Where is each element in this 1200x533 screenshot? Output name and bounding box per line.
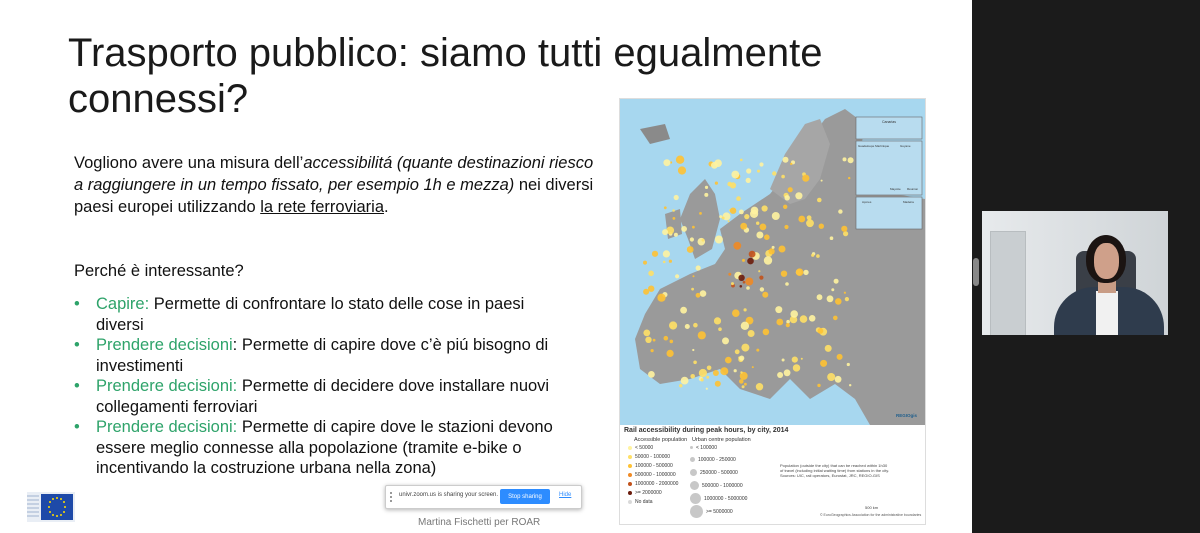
city-dot	[785, 282, 789, 286]
legend-dot-icon	[628, 455, 632, 459]
city-dot	[786, 323, 790, 327]
city-dot	[731, 171, 739, 179]
city-dot	[692, 349, 694, 351]
city-dot	[801, 358, 803, 360]
city-dot	[769, 248, 775, 254]
city-dot	[784, 225, 788, 229]
legend-accessible-item	[628, 490, 662, 496]
city-dot	[764, 256, 772, 264]
city-dot	[800, 315, 808, 323]
city-dot	[775, 306, 782, 313]
city-dot	[663, 250, 670, 257]
legend-dot-icon	[628, 500, 632, 504]
bullet-dot-icon: •	[74, 377, 80, 395]
city-dot	[673, 217, 676, 220]
legend-dot-icon	[628, 473, 632, 477]
city-dot	[685, 324, 690, 329]
city-dot	[687, 246, 694, 253]
share-status-text: univr.zoom.us is sharing your screen.	[399, 492, 499, 498]
legend-dot-icon	[690, 481, 699, 490]
city-dot	[764, 234, 770, 240]
city-dot	[756, 222, 759, 225]
legend-accessible-header: Accessible population	[634, 437, 688, 443]
legend-item-label: 100000 - 250000	[698, 457, 736, 463]
map-copyright: © EuroGeographics Association for the administrative boundaries	[820, 513, 922, 517]
city-dot	[730, 208, 736, 214]
city-dot	[680, 307, 687, 314]
legend-urban-header: Urban centre population	[692, 437, 751, 443]
city-dot	[679, 384, 682, 387]
bullet-label: Prendere decisioni:	[96, 418, 238, 436]
city-dot	[692, 226, 695, 229]
city-dot	[663, 261, 666, 264]
city-dot	[741, 344, 749, 352]
legend-accessible-item	[628, 445, 653, 451]
city-dot	[652, 251, 658, 257]
city-dot	[756, 349, 759, 352]
city-dot	[733, 242, 741, 250]
legend-urban-item	[690, 481, 743, 490]
city-dot	[816, 254, 820, 258]
city-dot	[678, 166, 686, 174]
city-dot	[669, 321, 677, 329]
inset-label: Mayotte	[890, 187, 901, 191]
city-dot	[664, 336, 669, 341]
eu-flag-logo	[27, 492, 75, 522]
city-dot	[736, 196, 741, 201]
city-dot	[843, 231, 848, 236]
city-dot	[848, 177, 850, 179]
legend-accessible-item	[628, 463, 673, 469]
city-dot	[788, 187, 793, 192]
city-dot	[763, 329, 770, 336]
why-heading: Perché è interessante?	[74, 262, 244, 280]
city-dot	[838, 209, 842, 213]
city-dot	[741, 322, 749, 330]
city-dot	[699, 369, 707, 377]
bullet-dot-icon: •	[74, 295, 80, 313]
legend-item-label: < 100000	[696, 445, 717, 451]
city-dot	[806, 219, 814, 227]
city-dot	[676, 156, 684, 164]
city-dot	[740, 285, 743, 288]
city-dot	[700, 290, 707, 297]
city-dot	[691, 288, 694, 291]
city-dot	[843, 157, 847, 161]
legend-item-label: 250000 - 500000	[700, 469, 738, 476]
city-dot	[718, 327, 722, 331]
city-dot	[698, 331, 706, 339]
city-dot	[818, 328, 824, 334]
city-dot	[817, 294, 823, 300]
city-dot	[693, 361, 697, 365]
legend-urban-item	[690, 493, 747, 504]
bullet-label: Prendere decisioni	[96, 336, 233, 354]
city-dot	[667, 350, 674, 357]
inset-label: Açores	[862, 200, 872, 204]
city-dot	[809, 315, 816, 322]
city-dot	[835, 298, 842, 305]
city-dot	[648, 271, 654, 277]
intro-text-1: Vogliono avere una misura dell’	[74, 154, 304, 172]
city-dot	[781, 175, 785, 179]
city-dot	[790, 310, 798, 318]
city-dot	[690, 237, 694, 241]
intro-paragraph	[74, 152, 594, 218]
legend-item-label: < 50000	[635, 445, 654, 451]
legend-urban-item	[690, 445, 717, 451]
city-dot	[662, 229, 668, 235]
city-dot	[715, 236, 723, 244]
map-land-ireland	[665, 209, 682, 239]
legend-accessible-item	[628, 454, 670, 460]
legend-dot-icon	[628, 446, 632, 450]
city-dot	[699, 212, 702, 215]
bullet-item	[74, 335, 574, 376]
inset-label: Guyane	[900, 144, 911, 148]
city-dot	[792, 357, 798, 363]
city-dot	[760, 224, 767, 231]
map-land-britain	[680, 179, 720, 259]
city-dot	[643, 261, 647, 265]
bullet-item	[74, 294, 574, 335]
intro-emphasis: accessibilitá (quante destinazioni riesco a raggiungere in un tempo fissato, per esempio 1h e mezza)	[74, 154, 594, 194]
city-dot	[670, 340, 674, 344]
city-dot	[783, 205, 787, 209]
drag-handle-icon[interactable]	[390, 492, 396, 502]
city-dot	[740, 223, 747, 230]
city-dot	[651, 349, 654, 352]
bullet-label: Capire:	[96, 295, 150, 313]
city-dot	[643, 289, 649, 295]
city-dot	[759, 162, 763, 166]
city-dot	[743, 281, 746, 284]
legend-urban-item	[690, 457, 736, 463]
slide-title: Trasporto pubblico: siamo tutti egualmente connessi?	[68, 31, 823, 121]
city-dot	[798, 216, 805, 223]
inset-label: Réunion	[907, 187, 919, 191]
city-dot	[777, 372, 783, 378]
city-dot	[837, 354, 843, 360]
city-dot	[758, 270, 760, 272]
legend-dot-icon	[628, 464, 632, 468]
city-dot	[848, 157, 854, 163]
legend-dot-icon	[628, 491, 632, 495]
city-dot	[696, 293, 701, 298]
city-dot	[751, 207, 759, 215]
city-dot	[821, 180, 823, 182]
city-dot	[731, 282, 734, 285]
panel-resize-handle[interactable]	[973, 258, 979, 286]
city-dot	[681, 226, 687, 232]
bullet-item	[74, 417, 574, 479]
legend-item-label: 1000000 - 2000000	[635, 481, 679, 487]
bullet-label: Prendere decisioni:	[96, 377, 238, 395]
slide-footer: Martina Fischetti per ROAR	[418, 517, 541, 528]
city-dot	[817, 384, 820, 387]
city-dot	[725, 357, 732, 364]
city-dot	[738, 275, 744, 281]
city-dot	[746, 168, 751, 173]
city-dot	[783, 157, 789, 163]
city-dot	[720, 367, 728, 375]
city-dot	[746, 286, 750, 290]
city-dot	[785, 195, 790, 200]
city-dot	[776, 319, 783, 326]
city-dot	[740, 371, 742, 373]
city-dot	[772, 246, 775, 249]
legend-item-label: 500000 - 1000000	[702, 482, 743, 489]
city-dot	[742, 385, 745, 388]
legend-title: Rail accessibility during peak hours, by city, 2014	[624, 427, 789, 434]
legend-accessible-item	[628, 499, 653, 505]
city-dot	[746, 178, 751, 183]
city-dot	[784, 369, 791, 376]
map-legend	[620, 425, 925, 524]
city-dot	[713, 370, 719, 376]
city-dot	[696, 265, 701, 270]
city-dot	[657, 294, 665, 302]
city-dot	[817, 198, 822, 203]
city-dot	[790, 163, 792, 165]
city-dot	[825, 345, 832, 352]
city-dot	[732, 309, 740, 317]
city-dot	[752, 366, 754, 368]
city-dot	[739, 210, 744, 215]
stop-sharing-button[interactable]: Stop sharing	[500, 489, 550, 504]
city-dot	[786, 320, 790, 324]
city-dot	[730, 182, 736, 188]
legend-accessible-item	[628, 472, 676, 478]
city-dot	[669, 260, 672, 263]
city-dot	[827, 373, 835, 381]
legend-dot-icon	[628, 482, 632, 486]
zoom-share-bar	[385, 485, 582, 509]
video-person-face	[1094, 243, 1119, 279]
city-dot	[756, 383, 763, 390]
city-dot	[779, 246, 786, 253]
legend-item-label: 1000000 - 5000000	[704, 495, 748, 502]
city-dot	[745, 278, 753, 286]
intro-text-3: .	[384, 198, 389, 216]
city-dot	[722, 217, 725, 220]
city-dot	[833, 316, 838, 321]
city-dot	[835, 376, 842, 383]
city-dot	[847, 363, 850, 366]
city-dot	[841, 226, 847, 232]
city-dot	[681, 377, 689, 385]
city-dot	[744, 214, 749, 219]
city-dot	[728, 273, 731, 276]
city-dot	[747, 258, 754, 265]
city-dot	[760, 287, 764, 291]
city-dot	[831, 288, 834, 291]
city-dot	[706, 376, 709, 379]
city-dot	[648, 371, 655, 378]
city-dot	[705, 186, 708, 189]
intro-text-2: nei diversi paesi europei utilizzando	[74, 176, 594, 216]
legend-dot-icon	[690, 505, 703, 518]
city-dot	[739, 356, 744, 361]
city-dot	[714, 159, 722, 167]
city-dot	[748, 330, 755, 337]
hide-link[interactable]: Hide	[559, 492, 572, 498]
city-dot	[728, 220, 730, 222]
legend-accessible-item	[628, 481, 678, 487]
city-dot	[645, 337, 651, 343]
bullet-list	[74, 294, 574, 479]
city-dot	[845, 297, 849, 301]
inset-label: Guadeloupe Martinique	[858, 144, 890, 148]
regiogis-brand: REGIOgis	[896, 413, 918, 418]
city-dot	[693, 275, 695, 277]
city-dot	[827, 295, 834, 302]
city-dot	[796, 268, 804, 276]
speaker-video-thumbnail[interactable]	[982, 211, 1168, 335]
inset-label: Canarias	[882, 120, 897, 124]
legend-item-label: No data	[635, 499, 653, 505]
city-dot	[844, 292, 846, 294]
city-dot	[742, 259, 745, 262]
city-dot	[653, 339, 656, 342]
city-dot	[702, 239, 705, 242]
bullet-dot-icon: •	[74, 418, 80, 436]
city-dot	[793, 364, 800, 371]
bullet-text: Permette di capire dove le stazioni devono essere meglio connesse alla popolazione (tramite e-bike o incentivando la costruzione urbana nella zona)	[96, 418, 553, 477]
bullet-dot-icon: •	[74, 336, 80, 354]
city-dot	[674, 195, 679, 200]
city-dot	[762, 205, 768, 211]
legend-dot-icon	[690, 457, 695, 462]
legend-dot-icon	[690, 469, 697, 476]
city-dot	[849, 384, 851, 386]
bullet-text: Permette di decidere dove installare nuovi collegamenti ferroviari	[96, 377, 550, 416]
map-scale: 500 km	[865, 505, 879, 510]
city-dot	[701, 378, 704, 381]
legend-item-label: >= 5000000	[706, 508, 733, 515]
intro-underlined: la rete ferroviaria	[260, 198, 385, 216]
city-dot	[762, 292, 768, 298]
legend-item-label: >= 2000000	[635, 490, 662, 496]
city-dot	[735, 349, 740, 354]
city-dot	[749, 251, 756, 258]
city-dot	[772, 171, 776, 175]
city-dot	[714, 317, 721, 324]
city-dot	[706, 388, 708, 390]
city-dot	[781, 271, 787, 277]
video-door	[990, 231, 1026, 335]
city-dot	[759, 276, 763, 280]
city-dot	[643, 330, 650, 337]
accessibility-map-figure	[619, 98, 926, 525]
city-dot	[756, 232, 763, 239]
legend-dot-icon	[690, 446, 693, 449]
legend-item-label: 50000 - 100000	[635, 454, 671, 460]
city-dot	[674, 233, 678, 237]
city-dot	[834, 279, 839, 284]
legend-urban-item	[690, 505, 733, 518]
city-dot	[744, 308, 747, 311]
city-dot	[820, 360, 827, 367]
city-dot	[744, 383, 747, 386]
city-dot	[693, 323, 698, 328]
city-dot	[803, 270, 808, 275]
city-dot	[715, 381, 721, 387]
city-dot	[707, 366, 712, 371]
city-dot	[802, 175, 809, 182]
legend-note: Population (outside the city) that can be reached within 1h30 of travel (including initial waiting time) from stations in the city. Sources: UIC, rail operators, Eurostat, JRC, REGIO-GIS	[780, 463, 890, 478]
city-dot	[811, 254, 814, 257]
city-dot	[734, 369, 737, 372]
bullet-text: : Permette di capire dove c’è piú bisogno di investimenti	[96, 336, 549, 375]
city-dot	[663, 159, 670, 166]
city-dot	[795, 192, 802, 199]
city-dot	[664, 206, 667, 209]
legend-urban-item	[690, 469, 738, 476]
map-land-iceland	[640, 124, 670, 144]
bullet-text: Permette di confrontare lo stato delle cose in paesi diversi	[96, 295, 525, 334]
city-dot	[704, 193, 708, 197]
legend-item-label: 500000 - 1000000	[635, 472, 676, 478]
europe-map-graphic	[620, 99, 925, 425]
city-dot	[740, 159, 743, 162]
city-dot	[690, 374, 695, 379]
inset-label: Madeira	[903, 200, 914, 204]
city-dot	[722, 337, 729, 344]
city-dot	[675, 274, 679, 278]
city-dot	[782, 359, 785, 362]
europe-map	[620, 99, 925, 425]
city-dot	[757, 170, 760, 173]
video-person-shirt	[1096, 291, 1118, 335]
city-dot	[672, 209, 675, 212]
city-dot	[830, 236, 834, 240]
bullet-item	[74, 376, 574, 417]
legend-dot-icon	[690, 493, 701, 504]
city-dot	[715, 182, 718, 185]
city-dot	[819, 224, 824, 229]
legend-item-label: 100000 - 500000	[635, 463, 673, 469]
city-dot	[772, 212, 780, 220]
